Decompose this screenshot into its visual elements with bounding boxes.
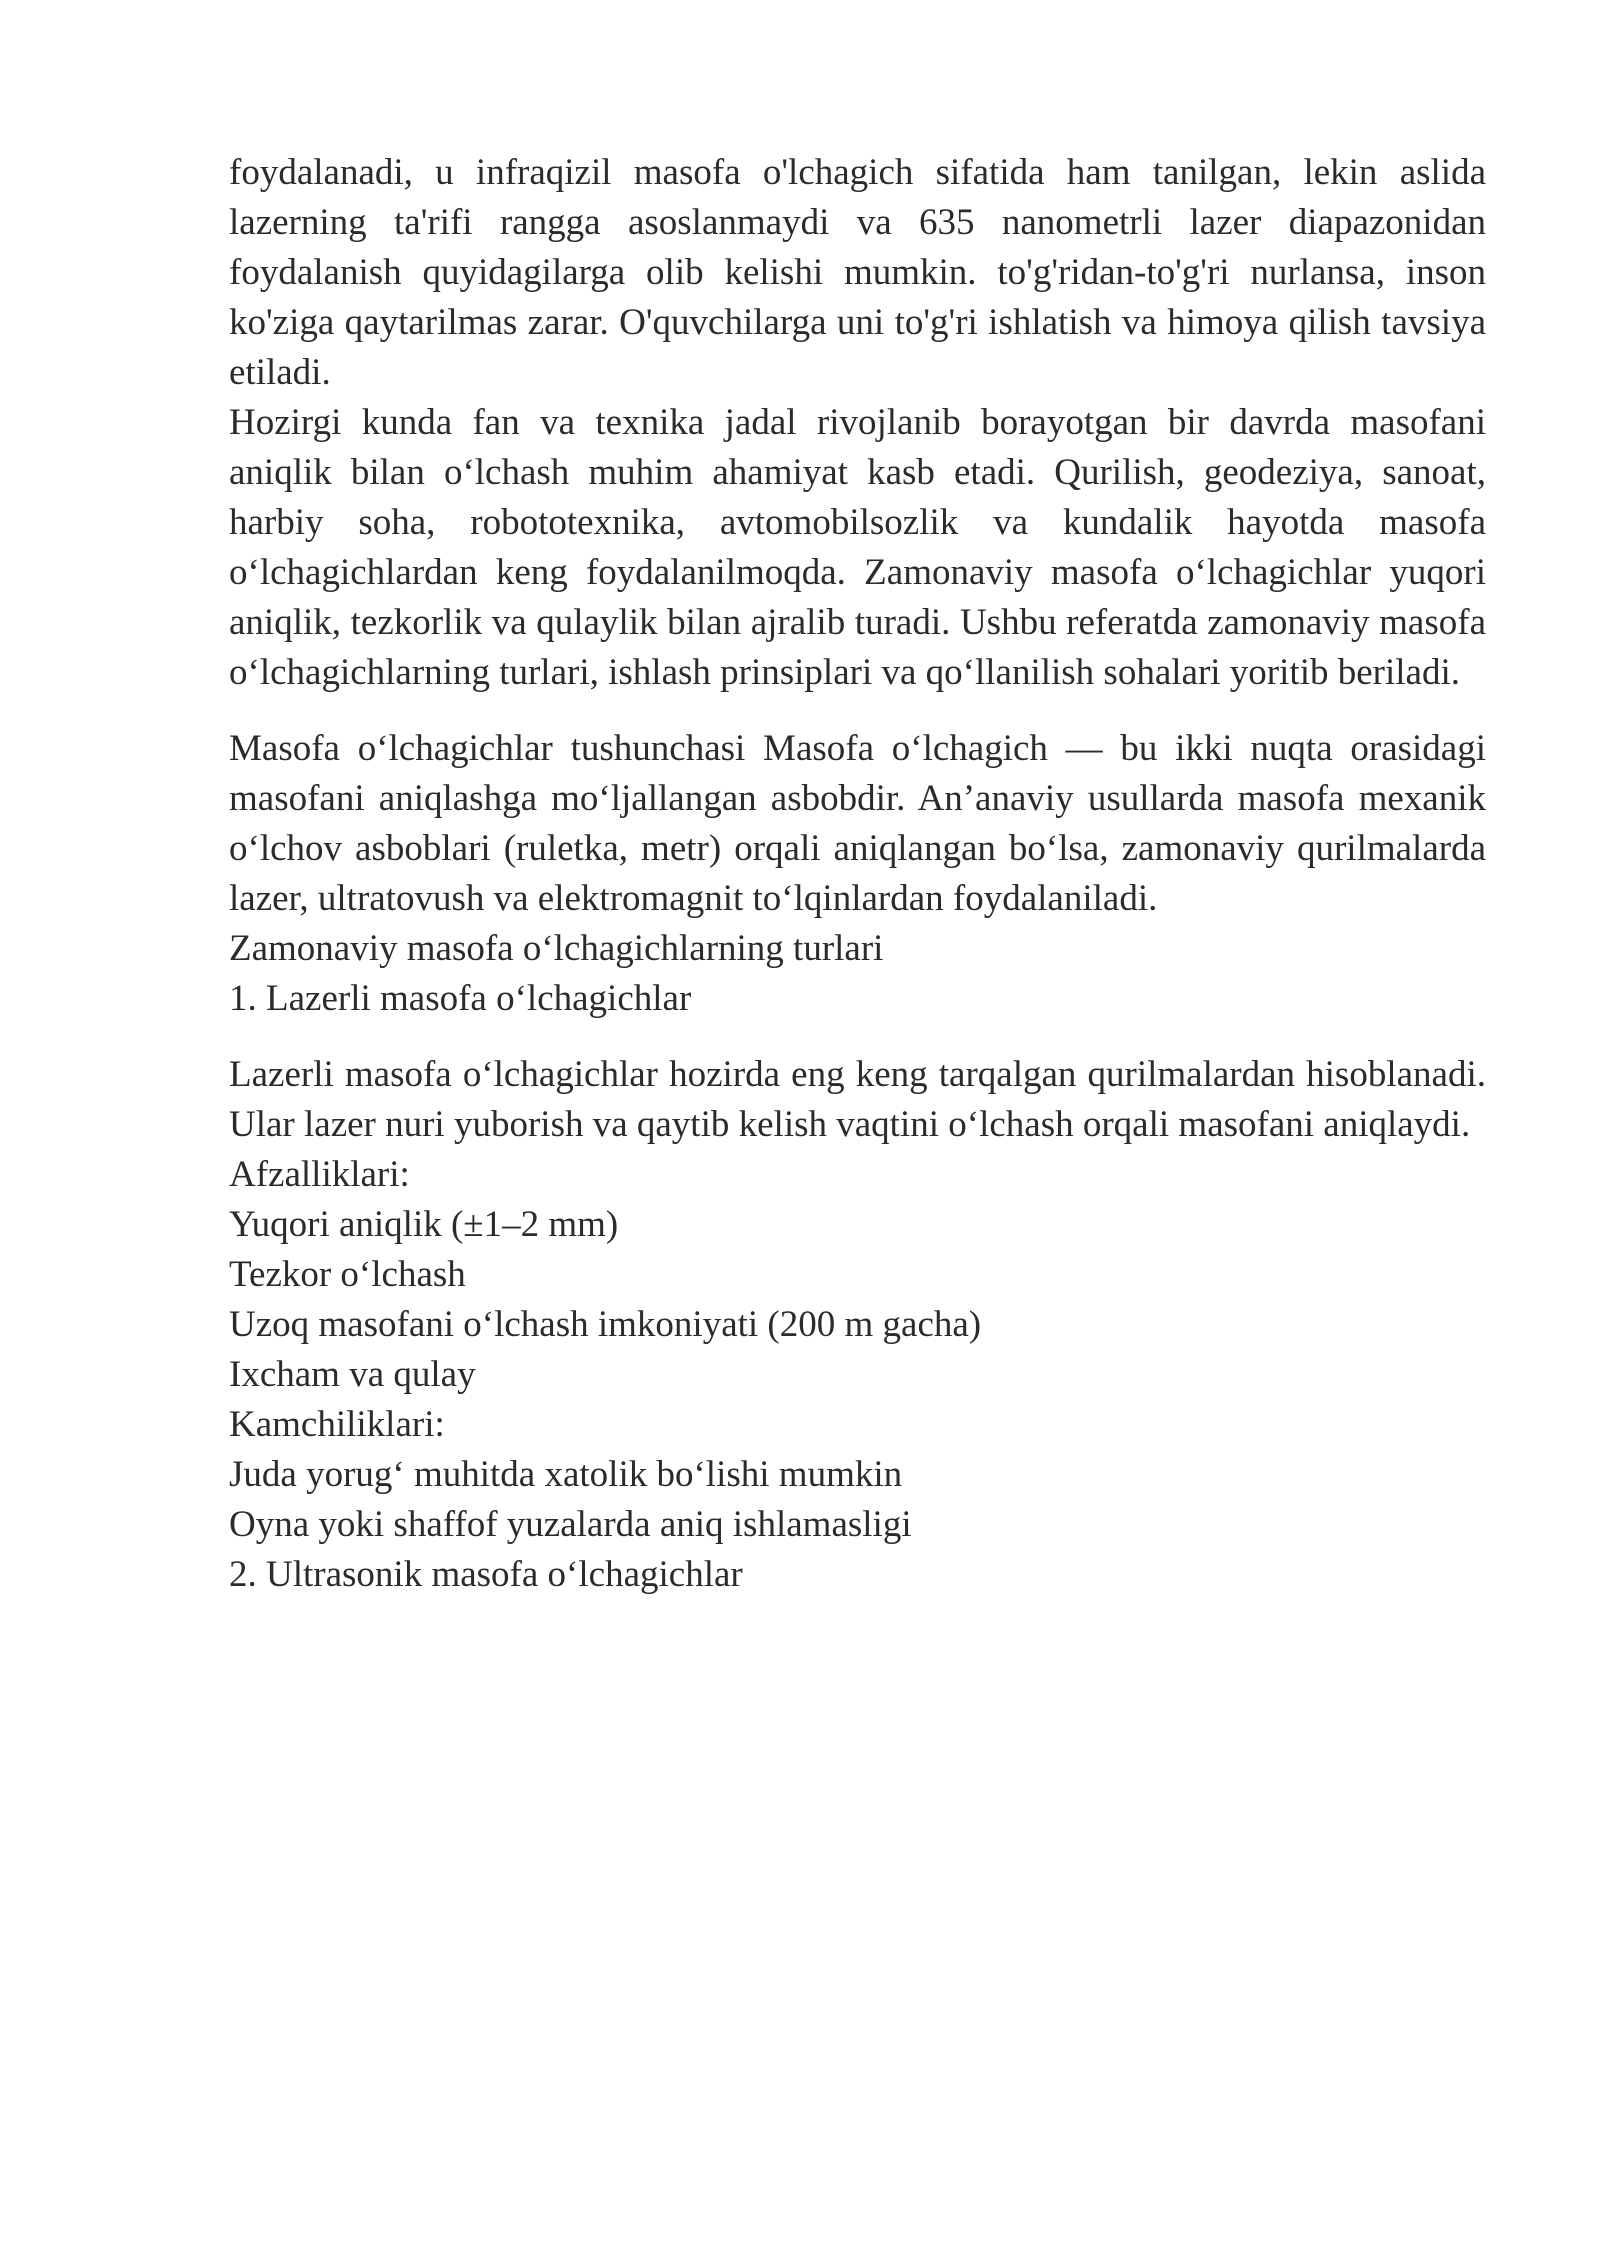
subheading-laser: 1. Lazerli masofa oʻlchagichlar xyxy=(229,978,692,1019)
paragraph-definition: Masofa oʻlchagichlar tushunchasi Masofa oʻlchagich — bu ikki nuqta orasidagi masofani aniqlashga moʻljallangan asbobdir. An’anaviy usullarda masofa mexanik oʻlchov asboblari (ruletka, metr) orqali aniqlangan boʻlsa, zamonaviy qurilmalarda lazer, ultratovush va elektromagnit toʻlqinlardan foydalaniladi. xyxy=(229,728,1486,919)
advantages-label: Afzalliklari: xyxy=(229,1154,410,1195)
disadvantages-label: Kamchiliklari: xyxy=(229,1404,445,1445)
list-item-advantage: Yuqori aniqlik (±1–2 mm) xyxy=(229,1204,619,1245)
document-body xyxy=(229,148,1486,1600)
section-heading-types: Zamonaviy masofa oʻlchagichlarning turlari xyxy=(229,928,884,969)
list-item-advantage: Uzoq masofani oʻlchash imkoniyati (200 m gacha) xyxy=(229,1304,982,1345)
paragraph-laser-warning: foydalanadi, u infraqizil masofa o'lchagich sifatida ham tanilgan, lekin aslida lazerning ta'rifi rangga asoslanmaydi va 635 nanometrli lazer diapazonidan foydalanish quyidagilarga olib kelishi mumkin. to'g'ridan-to'g'ri nurlansa, inson ko'ziga qaytarilmas zarar. O'quvchilarga uni to'g'ri ishlatish va himoya qilish tavsiya etiladi. xyxy=(229,152,1486,393)
paragraph-laser-description: Lazerli masofa oʻlchagichlar hozirda eng keng tarqalgan qurilmalardan hisoblanadi. Ular lazer nuri yuborish va qaytib kelish vaqtini oʻlchash orqali masofani aniqlaydi. xyxy=(229,1054,1486,1145)
list-item-disadvantage: Juda yorugʻ muhitda xatolik boʻlishi mumkin xyxy=(229,1454,903,1495)
paragraph-introduction: Hozirgi kunda fan va texnika jadal rivojlanib borayotgan bir davrda masofani aniqlik bilan oʻlchash muhim ahamiyat kasb etadi. Qurilish, geodeziya, sanoat, harbiy soha, robototexnika, avtomobilsozlik va kundalik hayotda masofa oʻlchagichlardan keng foydalanilmoqda. Zamonaviy masofa oʻlchagichlar yuqori aniqlik, tezkorlik va qulaylik bilan ajralib turadi. Ushbu referatda zamonaviy masofa oʻlchagichlarning turlari, ishlash prinsiplari va qoʻllanilish sohalari yoritib beriladi. xyxy=(229,402,1486,693)
list-item-advantage: Ixcham va qulay xyxy=(229,1354,476,1395)
list-item-disadvantage: Oyna yoki shaffof yuzalarda aniq ishlamasligi xyxy=(229,1504,912,1545)
list-item-advantage: Tezkor oʻlchash xyxy=(229,1254,466,1295)
subheading-ultrasonic: 2. Ultrasonik masofa oʻlchagichlar xyxy=(229,1554,743,1595)
